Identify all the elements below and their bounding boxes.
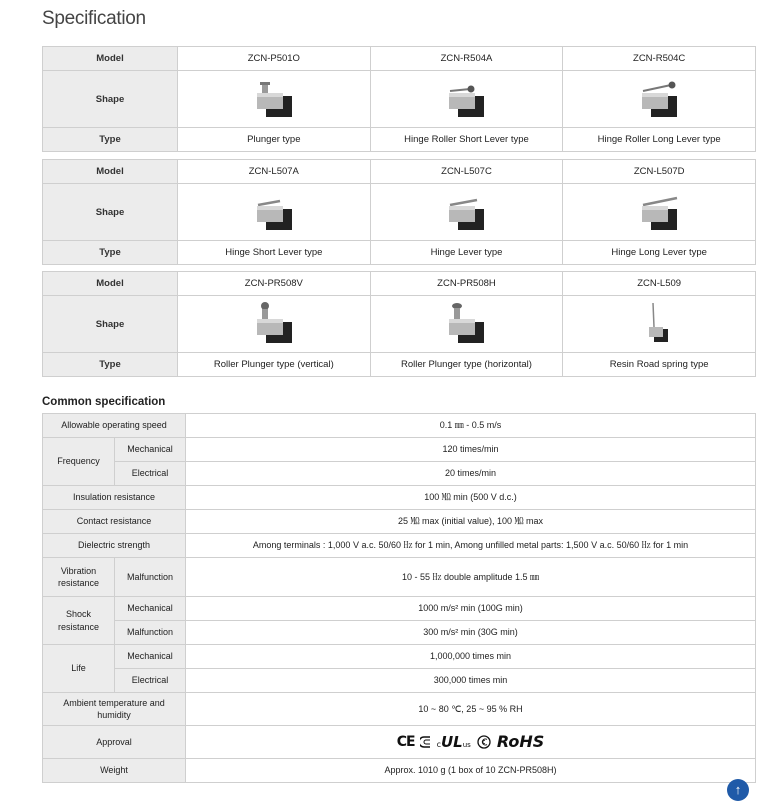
page-title: Specification xyxy=(42,8,146,29)
model-name: ZCN-PR508V xyxy=(178,272,371,296)
spec-label-line: Shock xyxy=(65,609,91,620)
spec-sublabel: Electrical xyxy=(115,669,186,693)
spec-value: 20 times/min xyxy=(186,462,756,486)
spec-value: 1,000,000 times min xyxy=(186,645,756,669)
spec-label-line: humidity xyxy=(97,710,131,720)
spec-table-group-2 xyxy=(42,159,756,265)
csa-mark-icon xyxy=(476,735,492,749)
model-name: ZCN-PR508H xyxy=(370,272,563,296)
type-label: Type xyxy=(43,353,178,377)
spec-sublabel: Malfunction xyxy=(115,621,186,645)
ul-mark-label: UL xyxy=(440,732,463,751)
spec-label-line: resistance xyxy=(57,621,100,632)
spec-label: Approval xyxy=(43,726,186,759)
scroll-to-top-button[interactable] xyxy=(727,779,749,801)
ccc-mark-icon xyxy=(420,735,432,749)
spec-label: Frequency xyxy=(43,438,115,486)
approval-marks xyxy=(397,731,545,753)
hinge-roller-long-lever-switch-icon xyxy=(637,79,681,119)
spec-value: 10 - 55 ㎐ double amplitude 1.5 ㎜ xyxy=(186,558,756,597)
spec-label-line: resistance xyxy=(57,578,100,588)
spec-value: 300 m/s² min (30G min) xyxy=(186,621,756,645)
ce-mark: CE xyxy=(396,733,415,750)
spec-label: Dielectric strength xyxy=(43,534,186,558)
model-name: ZCN-R504C xyxy=(563,47,756,71)
shape-cell xyxy=(370,71,563,128)
model-name: ZCN-L509 xyxy=(563,272,756,296)
spec-sublabel: Malfunction xyxy=(115,558,186,597)
shape-label: Shape xyxy=(43,296,178,353)
spec-label-line: Vibration xyxy=(60,565,97,576)
spec-label: Contact resistance xyxy=(43,510,186,534)
model-label: Model xyxy=(43,272,178,296)
spec-label: Insulation resistance xyxy=(43,486,186,510)
shape-cell xyxy=(563,71,756,128)
approval-cell xyxy=(186,726,756,759)
hinge-short-lever-switch-icon xyxy=(252,192,296,232)
shape-label: Shape xyxy=(43,184,178,241)
shape-cell xyxy=(563,184,756,241)
shape-cell xyxy=(178,296,371,353)
spec-value: 25 ㏁ max (initial value), 100 ㏁ max xyxy=(186,510,756,534)
spec-sublabel: Mechanical xyxy=(115,597,186,621)
arrow-up-icon: ↑ xyxy=(734,782,742,797)
shape-cell xyxy=(178,71,371,128)
spec-label: Allowable operating speed xyxy=(43,414,186,438)
shape-cell xyxy=(178,184,371,241)
rohs-mark: RoHS xyxy=(496,732,545,752)
section-title: Common specification xyxy=(42,396,166,408)
hinge-lever-switch-icon xyxy=(444,192,488,232)
spec-label: Weight xyxy=(43,759,186,783)
model-name: ZCN-R504A xyxy=(370,47,563,71)
roller-plunger-horizontal-switch-icon xyxy=(444,301,488,347)
type-name: Hinge Long Lever type xyxy=(563,241,756,265)
ul-mark xyxy=(437,732,471,752)
spec-value: 300,000 times min xyxy=(186,669,756,693)
spec-value: 10 ~ 80 ℃, 25 ~ 95 % RH xyxy=(186,693,756,726)
type-name: Hinge Short Lever type xyxy=(178,241,371,265)
type-name: Hinge Roller Long Lever type xyxy=(563,128,756,152)
hinge-roller-short-lever-switch-icon xyxy=(444,79,488,119)
type-name: Roller Plunger type (vertical) xyxy=(178,353,371,377)
model-label: Model xyxy=(43,47,178,71)
type-name: Hinge Lever type xyxy=(370,241,563,265)
shape-cell xyxy=(370,184,563,241)
spec-value: 0.1 ㎜ - 0.5 m/s xyxy=(186,414,756,438)
type-name: Plunger type xyxy=(178,128,371,152)
model-name: ZCN-P501O xyxy=(178,47,371,71)
spec-label: Life xyxy=(43,645,115,693)
spec-table-group-3 xyxy=(42,271,756,377)
type-name: Resin Road spring type xyxy=(563,353,756,377)
spec-label xyxy=(43,558,115,597)
hinge-long-lever-switch-icon xyxy=(637,192,681,232)
ul-mark-prefix: c xyxy=(436,739,441,749)
model-name: ZCN-L507C xyxy=(370,160,563,184)
spec-label xyxy=(43,597,115,645)
model-name: ZCN-L507A xyxy=(178,160,371,184)
shape-label: Shape xyxy=(43,71,178,128)
spec-sublabel: Electrical xyxy=(115,462,186,486)
plunger-switch-icon xyxy=(252,79,296,119)
type-name: Roller Plunger type (horizontal) xyxy=(370,353,563,377)
type-name: Hinge Roller Short Lever type xyxy=(370,128,563,152)
type-label: Type xyxy=(43,241,178,265)
spec-table-group-1 xyxy=(42,46,756,152)
spec-value: 1000 m/s² min (100G min) xyxy=(186,597,756,621)
spec-label-line: Ambient temperature and xyxy=(63,697,165,708)
spec-value: Among terminals : 1,000 V a.c. 50/60 ㎐ for 1 min, Among unfilled metal parts: 1,500 V a.c. 50/60 ㎐ for 1 min xyxy=(186,534,756,558)
roller-plunger-vertical-switch-icon xyxy=(252,301,296,347)
type-label: Type xyxy=(43,128,178,152)
model-label: Model xyxy=(43,160,178,184)
spec-label xyxy=(43,693,186,726)
spec-value: 100 ㏁ min (500 V d.c.) xyxy=(186,486,756,510)
ul-mark-suffix: us xyxy=(462,740,471,749)
resin-rod-spring-switch-icon xyxy=(644,301,674,347)
spec-sublabel: Mechanical xyxy=(115,438,186,462)
common-spec-table xyxy=(42,413,756,783)
shape-cell xyxy=(370,296,563,353)
model-name: ZCN-L507D xyxy=(563,160,756,184)
spec-value: 120 times/min xyxy=(186,438,756,462)
spec-sublabel: Mechanical xyxy=(115,645,186,669)
spec-value: Approx. 1010 g (1 box of 10 ZCN-PR508H) xyxy=(186,759,756,783)
shape-cell xyxy=(563,296,756,353)
